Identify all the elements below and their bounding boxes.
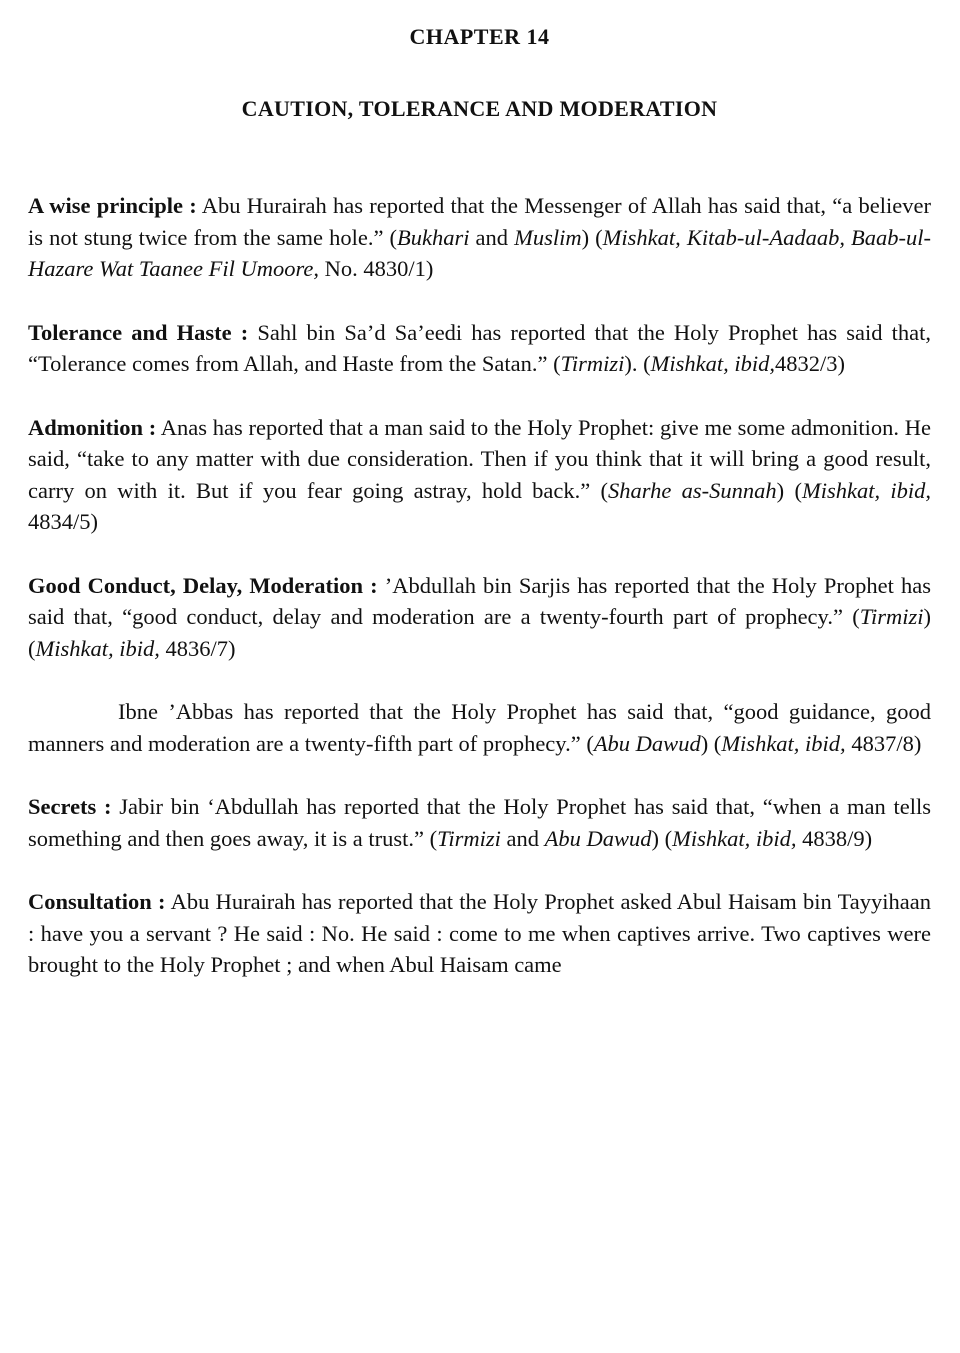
paragraph-text: and — [500, 825, 545, 851]
paragraph-text: and — [469, 224, 515, 250]
source-citation: Mishkat, ibid, — [721, 730, 846, 756]
section-heading: Good Conduct, Delay, Moderation : — [28, 572, 378, 598]
paragraph-secrets — [28, 791, 931, 854]
source-citation: Abu Dawud — [593, 730, 701, 756]
paragraph-text: ) ( — [581, 224, 603, 250]
source-citation: Tirmizi — [437, 825, 501, 851]
source-citation: Mishkat, ibid, — [35, 635, 160, 661]
paragraph-admonition — [28, 412, 931, 538]
paragraph-text: ) ( — [700, 730, 722, 756]
paragraph-text: Ibne ’Abbas has reported that the Holy Prophet has said that, “good guidance, good manners and moderation are a twenty-fifth part of prophecy.” ( — [28, 699, 931, 756]
paragraph-text: Sahl bin Sa’d Sa’eedi has reported that the Holy Prophet has said that, “Tolerance comes from Allah, and Haste from the Satan.” ( — [28, 319, 931, 376]
source-citation: Tirmizi — [560, 351, 625, 376]
source-citation: Muslim — [514, 224, 582, 250]
source-citation: Mishkat, ibid, — [650, 351, 776, 376]
paragraph-text: Anas has reported that a man said to the Holy Prophet: give me some admonition. He said, “take to any matter with due consideration. Then if you think that it will bring a good result, carry on with it. But if you fear going astray, hold back.” ( — [28, 414, 931, 503]
source-citation: Sharhe as-Sunnah — [608, 477, 777, 503]
source-citation: Abu Dawud — [544, 825, 652, 851]
paragraph-text: 4837/8) — [845, 730, 922, 756]
paragraph-text: Abu Hurairah has reported that the Messenger of Allah has said that, “a believer is not stung twice from the same hole.” ( — [28, 193, 931, 250]
source-citation: Mishkat, ibid, — [672, 825, 797, 851]
section-heading: A wise principle : — [28, 193, 197, 218]
paragraph-wise-principle — [28, 190, 931, 285]
source-citation: Bukhari — [397, 224, 470, 250]
paragraph-text: ). ( — [624, 351, 651, 376]
chapter-title: CAUTION, TOLERANCE AND MODERATION — [241, 96, 718, 121]
paragraph-text: Abu Hurairah has reported that the Holy Prophet asked Abul Haisam bin Tayyihaan : have you a servant ? He said : No. He said : come to me when captives arrive. Two captives were brought to the Holy Prophet ; and when Abul Haisam came — [28, 889, 931, 977]
paragraph-ibne-abbas — [28, 696, 931, 759]
section-heading: Secrets : — [28, 794, 112, 819]
source-citation: Tirmizi — [859, 604, 924, 629]
paragraph-text: ) ( — [28, 604, 931, 661]
paragraph-text: ’Abdullah bin Sarjis has reported that the Holy Prophet has said that, “good conduct, delay and moderation are a twenty-fourth part of prophecy.” ( — [28, 572, 931, 629]
section-heading: Admonition : — [28, 414, 157, 440]
paragraph-text: Jabir bin ‘Abdullah has reported that the Holy Prophet has said that, “when a man tells something and then goes away, it is a trust.” ( — [28, 794, 931, 851]
section-heading: Consultation : — [28, 889, 166, 914]
document-page — [28, 22, 931, 1013]
source-citation: Mishkat, ibid, — [801, 477, 931, 503]
paragraph-text: ) ( — [776, 477, 802, 503]
source-citation: Mishkat, Kitab-ul-Aadaab, Baab-ul-Hazare Wat Taanee Fil Umoore, — [28, 224, 931, 281]
paragraph-consultation — [28, 886, 931, 981]
paragraph-text: 4834/5) — [28, 509, 98, 534]
paragraph-text: 4836/7) — [159, 635, 236, 661]
section-heading: Tolerance and Haste : — [28, 319, 249, 345]
chapter-number: CHAPTER 14 — [409, 24, 550, 49]
paragraph-text: 4832/3) — [775, 351, 846, 376]
paragraph-text: No. 4830/1) — [319, 256, 434, 281]
paragraph-good-conduct — [28, 570, 931, 665]
paragraph-tolerance-haste — [28, 317, 931, 380]
paragraph-text: ) ( — [651, 825, 673, 851]
paragraph-text: 4838/9) — [796, 825, 873, 851]
